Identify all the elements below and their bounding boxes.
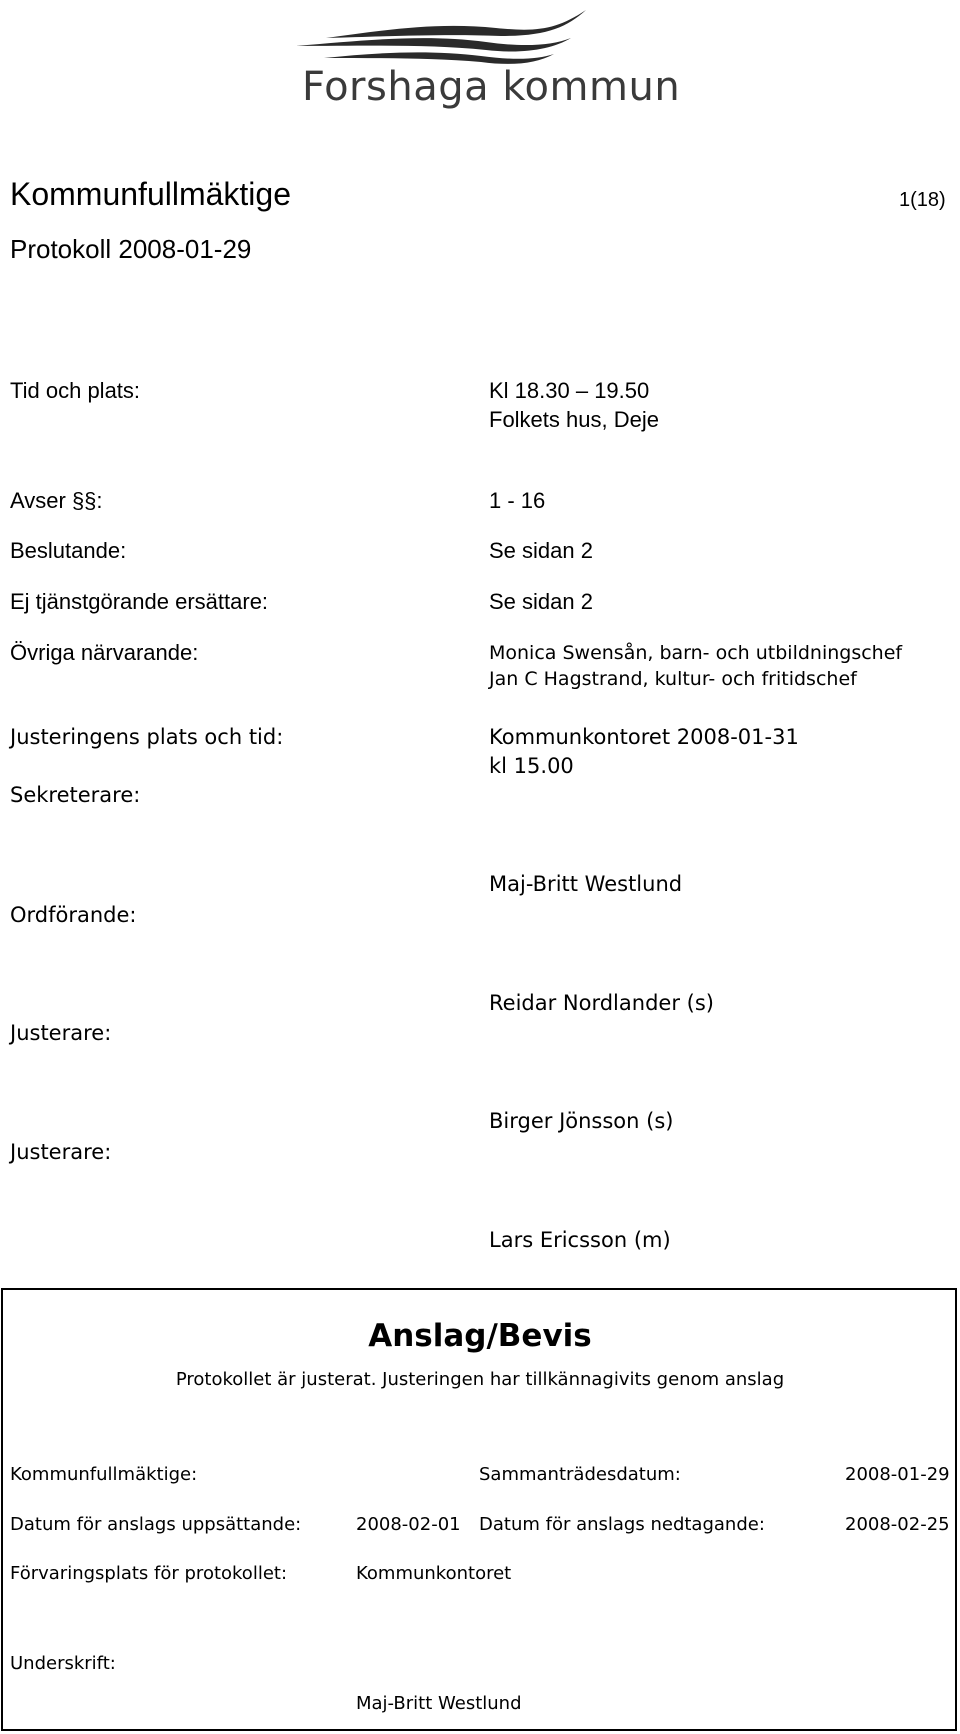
uppsattande-value: 2008-02-01 bbox=[356, 1514, 461, 1535]
tid-value-place: Folkets hus, Deje bbox=[489, 407, 659, 432]
anslag-bevis-box bbox=[1, 1288, 957, 1731]
forvaring-label: Förvaringsplats för protokollet: bbox=[10, 1563, 288, 1584]
beslutande-label: Beslutande: bbox=[10, 538, 127, 563]
ej-tjanstgorande-label: Ej tjänstgörande ersättare: bbox=[10, 589, 269, 614]
avser-label: Avser §§: bbox=[10, 488, 103, 513]
ej-tjanstgorande-value: Se sidan 2 bbox=[489, 589, 593, 614]
underskrift-label: Underskrift: bbox=[10, 1653, 116, 1674]
tid-value-time: Kl 18.30 – 19.50 bbox=[489, 378, 650, 403]
anslag-subtitle: Protokollet är justerat. Justeringen har tillkännagivits genom anslag bbox=[175, 1369, 785, 1390]
document-title: Kommunfullmäktige bbox=[10, 176, 291, 212]
beslutande-value: Se sidan 2 bbox=[489, 538, 593, 563]
ovriga-value-1: Monica Swensån, barn- och utbildningschef bbox=[489, 642, 903, 664]
ordforande-label: Ordförande: bbox=[10, 903, 137, 927]
sammantrade-value: 2008-01-29 bbox=[845, 1464, 950, 1485]
organ-label: Kommunfullmäktige: bbox=[10, 1464, 198, 1485]
forvaring-value: Kommunkontoret bbox=[356, 1563, 512, 1584]
ordforande-name: Reidar Nordlander (s) bbox=[489, 991, 714, 1015]
sammantrade-label: Sammanträdesdatum: bbox=[479, 1464, 681, 1485]
logo-text: Forshaga kommun bbox=[302, 64, 681, 110]
underskrift-name: Maj-Britt Westlund bbox=[356, 1693, 522, 1714]
justering-value-place: Kommunkontoret 2008-01-31 bbox=[489, 725, 799, 749]
nedtagande-value: 2008-02-25 bbox=[845, 1514, 950, 1535]
nedtagande-label: Datum för anslags nedtagande: bbox=[479, 1514, 765, 1535]
document-subtitle: Protokoll 2008-01-29 bbox=[10, 234, 252, 264]
justerare-1-label: Justerare: bbox=[10, 1021, 112, 1045]
justerare-2-name: Lars Ericsson (m) bbox=[489, 1228, 671, 1252]
sekreterare-name: Maj-Britt Westlund bbox=[489, 872, 683, 896]
page-number: 1(18) bbox=[899, 189, 946, 211]
tid-label: Tid och plats: bbox=[10, 378, 141, 403]
anslag-title: Anslag/Bevis bbox=[368, 1318, 592, 1354]
justering-value-time: kl 15.00 bbox=[489, 754, 574, 778]
justerare-1-name: Birger Jönsson (s) bbox=[489, 1109, 674, 1133]
uppsattande-label: Datum för anslags uppsättande: bbox=[10, 1514, 302, 1535]
avser-value: 1 - 16 bbox=[489, 488, 546, 513]
sekreterare-label: Sekreterare: bbox=[10, 783, 141, 807]
ovriga-value-2: Jan C Hagstrand, kultur- och fritidschef bbox=[489, 668, 857, 690]
justerare-2-label: Justerare: bbox=[10, 1140, 112, 1164]
justering-label: Justeringens plats och tid: bbox=[10, 725, 284, 749]
ovriga-label: Övriga närvarande: bbox=[10, 640, 199, 665]
